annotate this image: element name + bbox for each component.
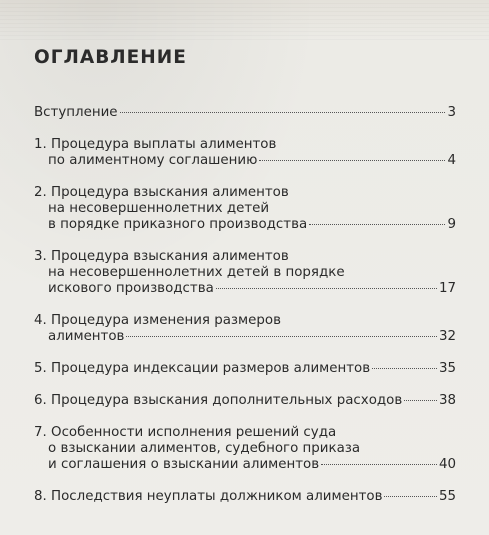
toc-entry-4 bbox=[34, 313, 456, 345]
toc-page-number: 3 bbox=[447, 105, 456, 120]
toc-entry-intro bbox=[34, 105, 456, 121]
toc-heading: ОГЛАВЛЕНИЕ bbox=[34, 47, 187, 68]
toc-page-number: 9 bbox=[447, 217, 456, 232]
toc-entry-title-cont: на несовершеннолетних детей в порядке bbox=[48, 265, 345, 280]
dot-leader bbox=[384, 496, 436, 497]
toc-entry-title-cont: в порядке приказного производства bbox=[48, 217, 308, 232]
toc-entry-title-cont: о взыскании алиментов, судебного приказа bbox=[48, 441, 361, 456]
toc-entry-title-cont: и соглашения о взыскании алиментов bbox=[48, 457, 320, 472]
toc-entry-title: 7. Особенности исполнения решений суда bbox=[34, 425, 337, 440]
toc-entry-title-cont: по алиментному соглашению bbox=[48, 153, 258, 168]
toc-entry-2 bbox=[34, 185, 456, 233]
dot-leader bbox=[216, 288, 437, 289]
toc-page-number: 35 bbox=[438, 361, 456, 376]
toc-list bbox=[34, 105, 456, 521]
toc-entry-title: 4. Процедура изменения размеров bbox=[34, 313, 281, 328]
toc-entry-title: 5. Процедура индексации размеров алиментов bbox=[34, 361, 371, 376]
toc-entry-title: 3. Процедура взыскания алиментов bbox=[34, 249, 289, 264]
toc-entry-3 bbox=[34, 249, 456, 297]
toc-entry-5 bbox=[34, 361, 456, 377]
dot-leader bbox=[321, 464, 437, 465]
toc-entry-7 bbox=[34, 425, 456, 473]
toc-entry-title-cont: алиментов bbox=[48, 329, 125, 344]
dot-leader bbox=[372, 368, 437, 369]
dot-leader bbox=[120, 112, 446, 113]
dot-leader bbox=[126, 336, 437, 337]
toc-entry-title: 6. Процедура взыскания дополнительных расходов bbox=[34, 393, 403, 408]
toc-entry-8 bbox=[34, 489, 456, 505]
toc-entry-title: 2. Процедура взыскания алиментов bbox=[34, 185, 289, 200]
toc-page-number: 38 bbox=[438, 393, 456, 408]
toc-page-number: 55 bbox=[438, 489, 456, 504]
dot-leader bbox=[259, 160, 445, 161]
page-top-bleed bbox=[0, 0, 489, 40]
dot-leader bbox=[404, 400, 437, 401]
toc-page-number: 4 bbox=[447, 153, 456, 168]
toc-entry-title-cont: искового производства bbox=[48, 281, 214, 296]
toc-page-number: 32 bbox=[438, 329, 456, 344]
toc-page-number: 40 bbox=[438, 457, 456, 472]
toc-entry-title: Вступление bbox=[34, 105, 118, 120]
toc-entry-title: 1. Процедура выплаты алиментов bbox=[34, 137, 277, 152]
toc-entry-1 bbox=[34, 137, 456, 169]
dot-leader bbox=[309, 224, 445, 225]
toc-page-number: 17 bbox=[438, 281, 456, 296]
toc-entry-title-cont: на несовершеннолетних детей bbox=[48, 201, 270, 216]
toc-entry-title: 8. Последствия неуплаты должником алиментов bbox=[34, 489, 383, 504]
toc-entry-6 bbox=[34, 393, 456, 409]
